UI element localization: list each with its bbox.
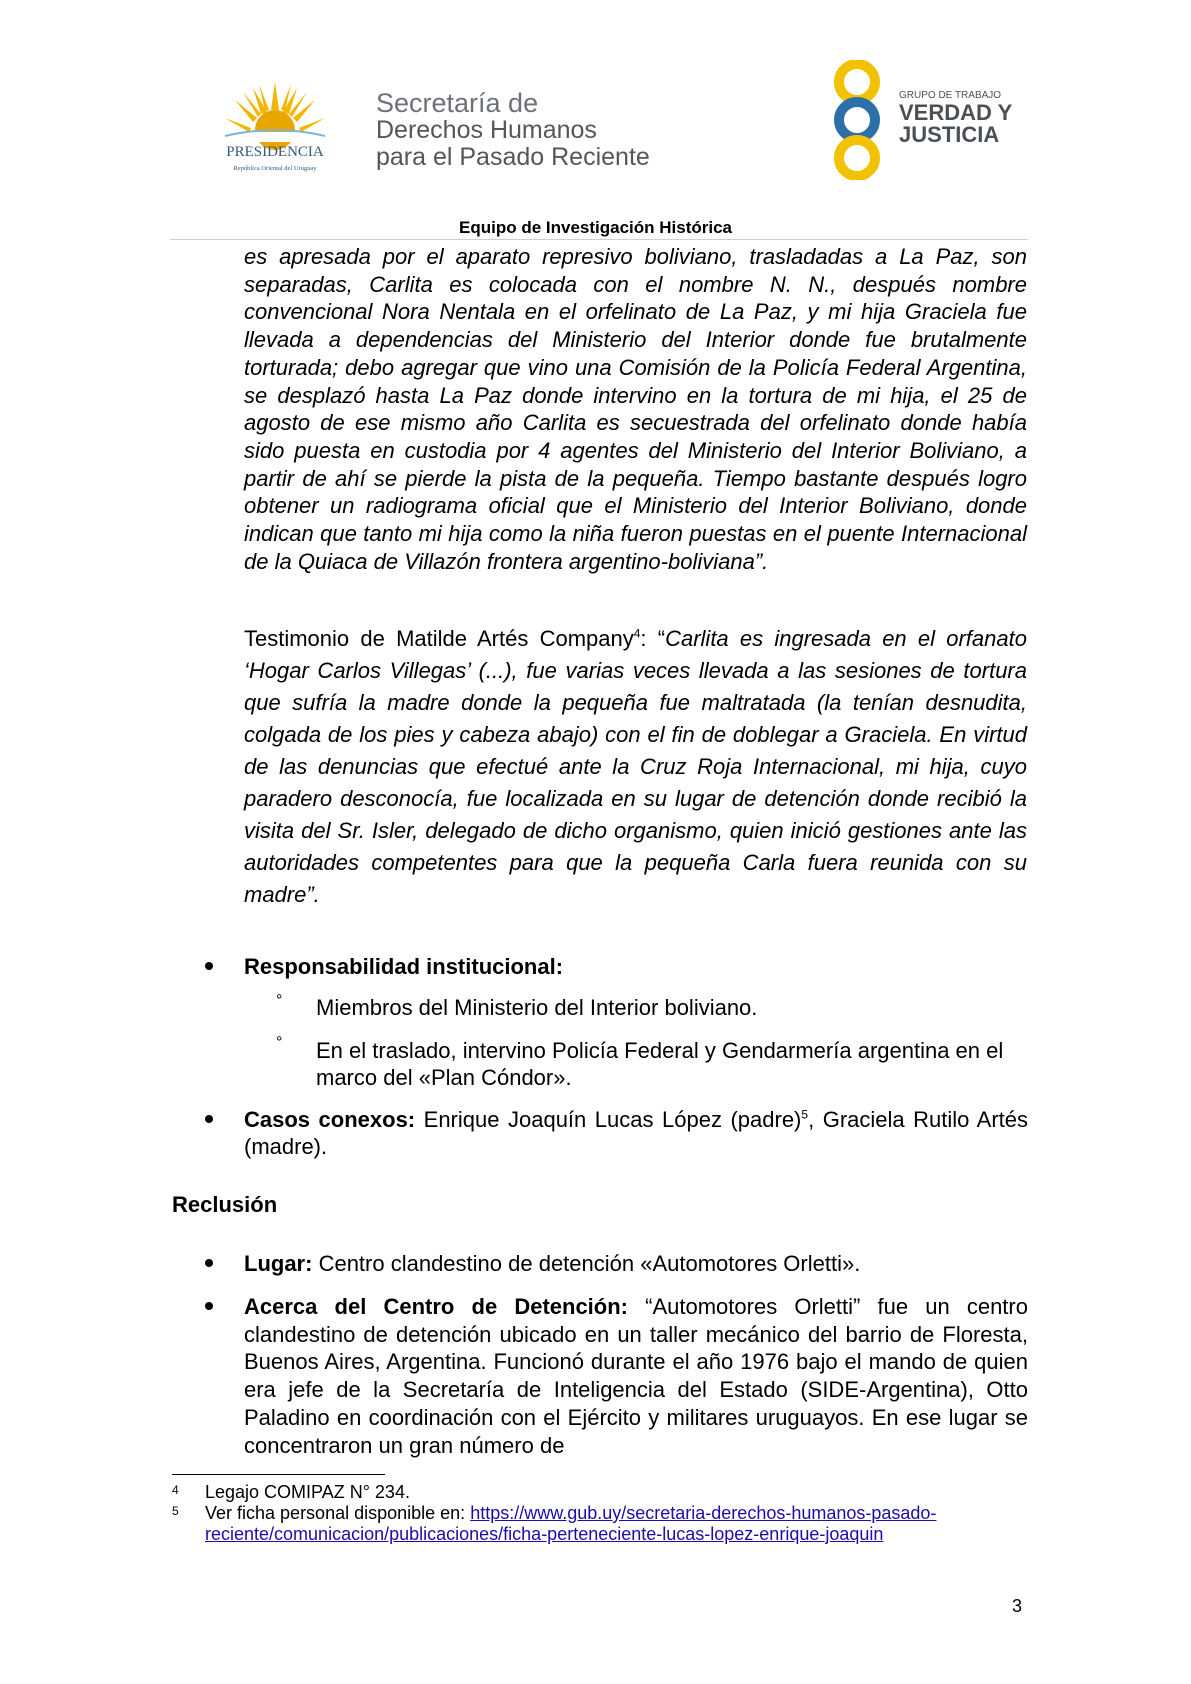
footnote-text: Ver ficha personal disponible en: bbox=[205, 1503, 471, 1523]
footnotes bbox=[172, 1482, 1032, 1545]
secretaria-line2: Derechos Humanos bbox=[376, 116, 597, 144]
lugar-item bbox=[244, 1250, 860, 1277]
bullet-icon bbox=[205, 1115, 213, 1123]
vyj-line3: JUSTICIA bbox=[899, 122, 1000, 147]
team-heading: Equipo de Investigación Histórica bbox=[459, 218, 732, 237]
vyj-line1: GRUPO DE TRABAJO bbox=[899, 90, 1002, 101]
sun-icon bbox=[225, 82, 325, 150]
sub-bullet-icon: ° bbox=[276, 992, 283, 1009]
sub-bullet-icon: ° bbox=[276, 1034, 283, 1051]
responsabilidad-heading: Responsabilidad institucional: bbox=[244, 954, 564, 979]
footnote-4 bbox=[172, 1482, 1032, 1503]
footnote-text: Legajo COMIPAZ N° 234. bbox=[205, 1482, 410, 1502]
footnote-number: 5 bbox=[172, 1504, 179, 1518]
bullet-icon bbox=[205, 962, 213, 970]
page-number: 3 bbox=[1012, 1596, 1023, 1616]
casos-conexos-item bbox=[244, 1106, 1028, 1160]
bullet-icon bbox=[205, 1259, 213, 1267]
footnote-5 bbox=[172, 1503, 1032, 1545]
casos-label: Casos conexos: bbox=[244, 1107, 416, 1132]
footnote-number: 4 bbox=[172, 1483, 179, 1497]
testimony-colon: : “ bbox=[640, 626, 666, 651]
secretaria-title bbox=[376, 90, 650, 171]
acerca-label: Acerca del Centro de Detención: bbox=[244, 1294, 628, 1319]
presidencia-logo bbox=[195, 80, 355, 180]
lugar-label: Lugar: bbox=[244, 1251, 313, 1276]
acerca-text: “Automotores Orletti” fue un centro clandestino de detención ubicado en un taller mecánico del barrio de Floresta, Buenos Aires, Argentina. Funcionó durante el año 1976 bajo el mando de quien era jefe de la Secretaría de Inteligencia del Estado (SIDE-Argentina), Otto Paladino en coordinación con el Ejército y militares uruguayos. En ese lugar se concentraron un gran número de bbox=[244, 1294, 1028, 1458]
footnote-link[interactable]: https://www.gub.uy/secretaria-derechos-humanos-pasado- bbox=[470, 1503, 937, 1523]
footnote-ref-4[interactable]: 4 bbox=[633, 626, 641, 641]
lugar-text: Centro clandestino de detención «Automotores Orletti». bbox=[312, 1251, 861, 1276]
vyj-line2: VERDAD Y bbox=[899, 100, 1013, 125]
testimony-prefix: Testimonio de Matilde Artés Company bbox=[244, 626, 634, 651]
testimony-quote: Carlita es ingresada en el orfanato ‘Hogar Carlos Villegas’ (...), fue varias veces llevada a las sesiones de tortura que sufría la madre donde la pequeña fue maltratada (la tenían desnudita, colgada de los pies y cabeza abajo) con el fin de doblegar a Graciela. En virtud de las denuncias que efectué ante la Cruz Roja Internacional, mi hija, cuyo paradero desconocía, fue localizada en su lugar de detención donde recibió la visita del Sr. Isler, delegado de dicho organismo, quien inició gestiones ante las autoridades competentes para que la pequeña Carla fuera reunida con su madre”. bbox=[244, 626, 1027, 907]
verdad-justicia-logo bbox=[823, 60, 1023, 180]
presidencia-logo-text: PRESIDENCIA bbox=[226, 144, 324, 160]
acerca-item bbox=[244, 1293, 1028, 1459]
casos-text-1: Enrique Joaquín Lucas López (padre) bbox=[415, 1107, 802, 1132]
testimony-paragraph bbox=[244, 623, 1027, 911]
secretaria-line3: para el Pasado Reciente bbox=[376, 143, 650, 171]
presidencia-logo-subtext: República Oriental del Uruguay bbox=[233, 165, 317, 172]
testimony-continuation: es apresada por el aparato represivo boliviano, trasladadas a La Paz, son separadas, Carlita es colocada con el nombre N. N., después nombre convencional Nora Nentala en el orfelinato de La Paz, y mi hija Graciela fue llevada a dependencias del Ministerio del Interior donde fue brutalmente torturada; debo agregar que vino una Comisión de la Policía Federal Argentina, se desplazó hasta La Paz donde intervino en la tortura de mi hija, el 25 de agosto de ese mismo año Carlita es secuestrada del orfelinato donde había sido puesta en custodia por 4 agentes del Ministerio del Interior Boliviano, a partir de ahí se pierde la pista de la pequeña. Tiempo bastante después logro obtener un radiograma oficial que el Ministerio del Interior Boliviano, donde indican que tanto mi hija como la niña fueron puestas en el puente Internacional de la Quiaca de Villazón frontera argentino-boliviana”. bbox=[244, 244, 1027, 574]
header-divider bbox=[170, 239, 1028, 240]
bullet-icon bbox=[205, 1302, 213, 1310]
footnote-ref-5[interactable]: 5 bbox=[801, 1107, 809, 1122]
footnote-link[interactable]: reciente/comunicacion/publicaciones/ficha-perteneciente-lucas-lopez-enrique-joaquin bbox=[205, 1524, 884, 1544]
reclusion-heading: Reclusión bbox=[172, 1192, 278, 1217]
rings-icon bbox=[839, 64, 875, 176]
sub-item-2: En el traslado, intervino Policía Federal y Gendarmería argentina en el marco del «Plan Cóndor». bbox=[316, 1038, 1004, 1090]
casos-text-2: , Graciela Rutilo Artés (madre). bbox=[244, 1107, 1029, 1159]
footnote-divider bbox=[172, 1474, 385, 1475]
sub-item-1: Miembros del Ministerio del Interior boliviano. bbox=[316, 995, 758, 1020]
secretaria-line1: Secretaría de bbox=[376, 88, 539, 118]
